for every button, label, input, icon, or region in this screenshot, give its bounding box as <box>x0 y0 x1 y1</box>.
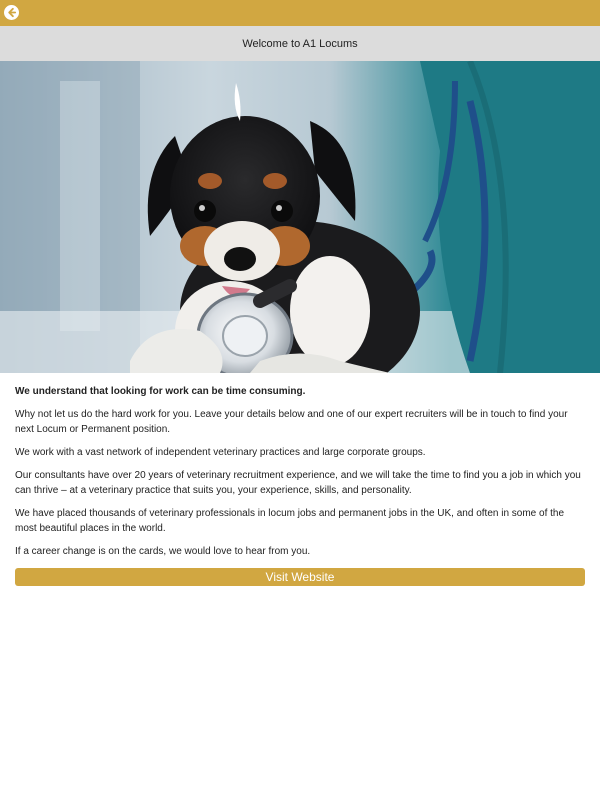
title-bar <box>0 26 600 61</box>
intro-paragraph: Our consultants have over 20 years of veterinary recruitment experience, and we will take the time to find you a job in which you can thrive – at a veterinary practice that suits you, your experience, skills, and personality. <box>15 470 581 496</box>
top-app-bar <box>0 0 600 26</box>
arrow-left-icon <box>6 7 17 18</box>
back-button[interactable] <box>4 5 19 20</box>
page-title: Welcome to A1 Locums <box>242 37 358 50</box>
visit-website-button[interactable]: Visit Website <box>15 568 585 586</box>
intro-paragraph: Why not let us do the hard work for you. Leave your details below and one of our expert recruiters will be in touch to find your next Locum or Permanent position. <box>15 409 568 435</box>
intro-lead: We understand that looking for work can be time consuming. <box>15 386 306 397</box>
intro-paragraph: We work with a vast network of independent veterinary practices and large corporate groups. <box>15 447 426 458</box>
intro-paragraph: If a career change is on the cards, we would love to hear from you. <box>15 546 311 557</box>
intro-paragraph: We have placed thousands of veterinary professionals in locum jobs and permanent jobs in the UK, and often in some of the most beautiful places in the world. <box>15 508 565 534</box>
puppy-stethoscope-illustration <box>0 61 600 373</box>
intro-section <box>15 384 585 586</box>
hero-image <box>0 61 600 373</box>
